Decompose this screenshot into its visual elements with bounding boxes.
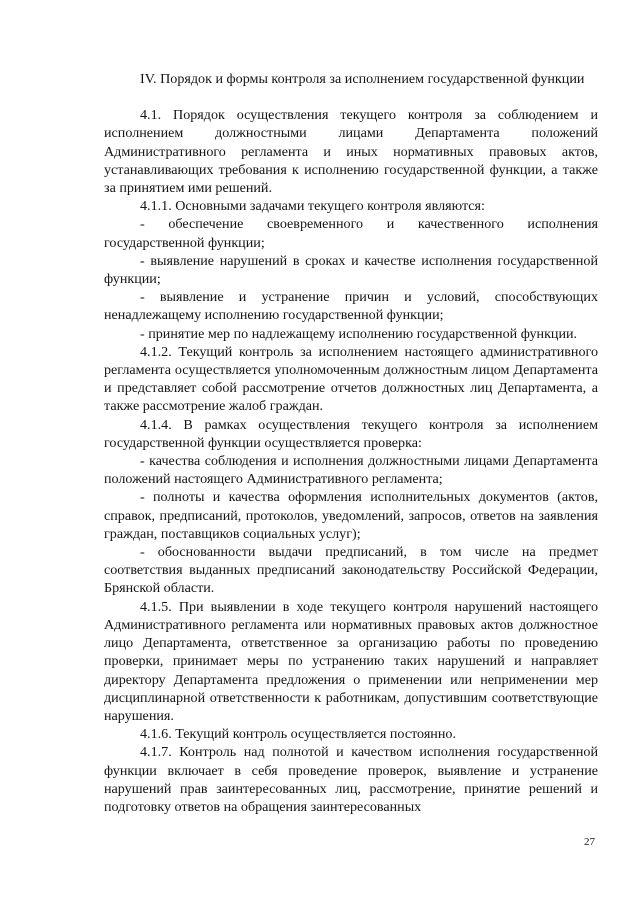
paragraph-4-1-5: 4.1.5. При выявлении в ходе текущего контроля нарушений настоящего Административного регламента или нормативных правовых актов должностное лицо Департамента, ответственное за организацию работы по проведению проверки, принимает меры по устранению таких нарушений и направляет директору Департамента предложения о применении или неприменении мер дисциплинарной ответственности к работникам, допустившим соответствующие нарушения. <box>104 598 598 724</box>
document-body <box>104 70 598 816</box>
list-item-task-4: - принятие мер по надлежащему исполнению государственной функции. <box>140 325 578 342</box>
paragraph-4-1-4: 4.1.4. В рамках осуществления текущего контроля за исполнением государственной функции осуществляется проверка: <box>104 416 598 451</box>
paragraph-4-1: 4.1. Порядок осуществления текущего контроля за соблюдением и исполнением должностными лицами Департамента положений Административного регламента и иных нормативных правовых актов, устанавливающих требования к исполнению государственной функции, а также за принятием ими решений. <box>104 107 598 197</box>
paragraph-4-1-2: 4.1.2. Текущий контроль за исполнением настоящего административного регламента осуществляется уполномоченным должностным лицом Департамента и представляет собой рассмотрение отчетов должностных лиц Департамента, а также рассмотрение жалоб граждан. <box>104 343 598 415</box>
list-item-task-1: - обеспечение своевременного и качественного исполнения государственной функции; <box>104 216 598 251</box>
paragraph-4-1-6: 4.1.6. Текущий контроль осуществляется постоянно. <box>140 726 456 743</box>
list-item-task-3: - выявление и устранение причин и условий, способствующих ненадлежащему исполнению государственной функции; <box>104 289 598 324</box>
list-item-check-2: - полноты и качества оформления исполнительных документов (актов, справок, предписаний, протоколов, уведомлений, запросов, ответов на заявления граждан, поставщиков социальных услуг); <box>104 489 598 542</box>
paragraph-4-1-7: 4.1.7. Контроль над полнотой и качеством исполнения государственной функции включает в себя проведение проверок, выявление и устранение нарушений прав заинтересованных лиц, рассмотрение, принятие решений и подготовку ответов на обращения заинтересованных <box>104 744 598 815</box>
section-heading: IV. Порядок и формы контроля за исполнением государственной функции <box>140 71 585 87</box>
paragraph-4-1-1: 4.1.1. Основными задачами текущего контроля являются: <box>140 198 485 215</box>
list-item-check-1: - качества соблюдения и исполнения должностными лицами Департамента положений настоящего Административного регламента; <box>104 453 598 488</box>
list-item-task-2: - выявление нарушений в сроках и качестве исполнения государственной функции; <box>104 252 598 288</box>
list-item-check-3: - обоснованности выдачи предписаний, в том числе на предмет соответствия выданных предписаний законодательству Российской Федерации, Брянской области. <box>104 544 598 597</box>
page-number: 27 <box>584 836 595 848</box>
